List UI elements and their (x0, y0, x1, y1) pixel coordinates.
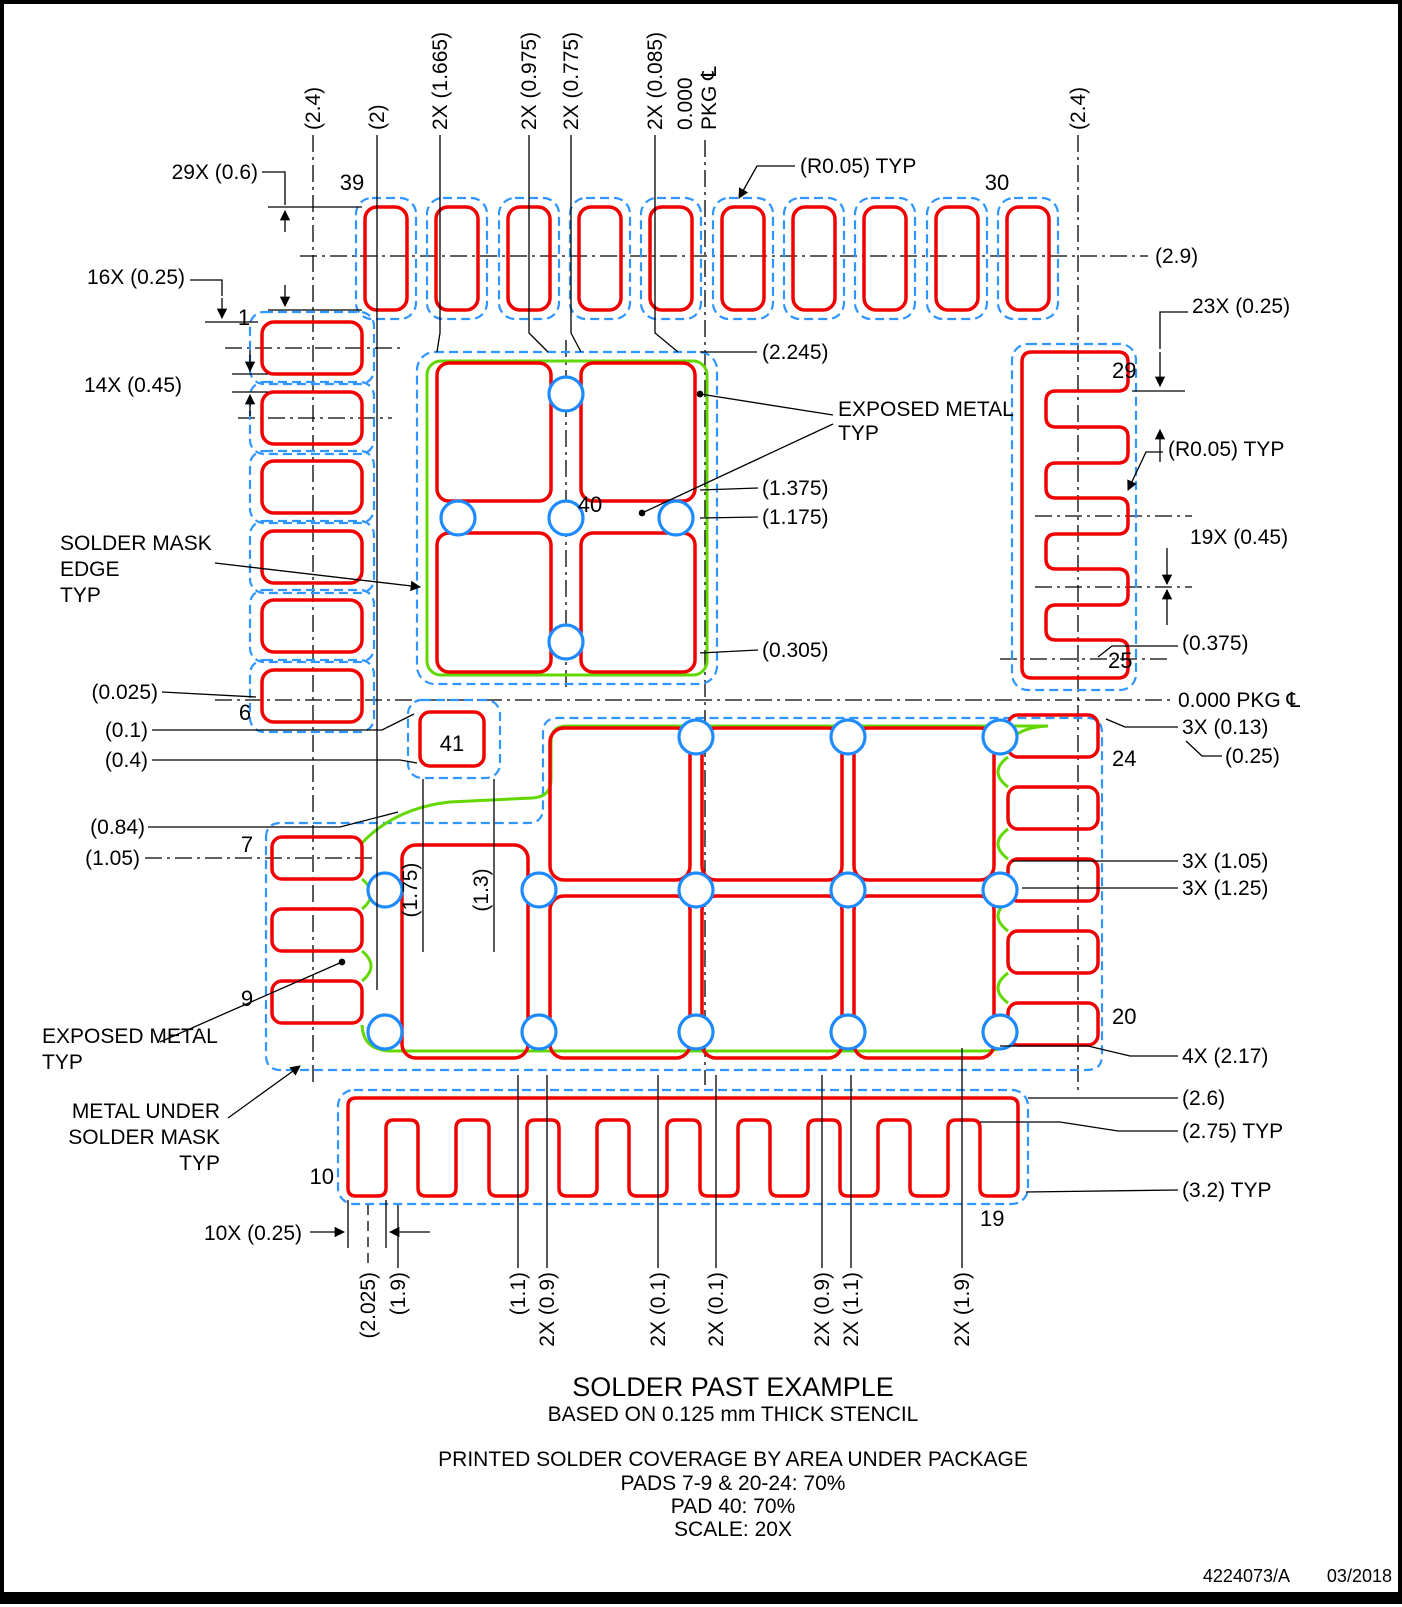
dim-0.375: (0.375) (1182, 632, 1249, 655)
drawing-title: SOLDER PAST EXAMPLE (572, 1372, 894, 1402)
via (679, 720, 713, 754)
dim-2x-0.1-b: 2X (0.1) (705, 1272, 728, 1347)
pad-40-segment (437, 533, 551, 672)
pin-10: 10 (309, 1164, 334, 1189)
clearance-pads25-29 (1012, 344, 1136, 690)
via (679, 873, 713, 907)
via (441, 501, 475, 535)
via (549, 377, 583, 411)
dim-3x-1.05: 3X (1.05) (1182, 850, 1269, 873)
pad-6 (262, 670, 362, 722)
pad-40-segment (581, 363, 695, 501)
pad-34 (722, 207, 764, 310)
dim-3x-0.13: 3X (0.13) (1182, 716, 1269, 739)
dim-1.3: (1.3) (470, 868, 493, 912)
exposed-metal-bl-2: TYP (42, 1051, 83, 1074)
pad-40-segment (437, 363, 551, 501)
pad-block (550, 896, 690, 1058)
dim-1.1: (1.1) (507, 1272, 530, 1316)
pin-6: 6 (238, 700, 252, 725)
via (983, 1015, 1017, 1049)
pad-block (854, 728, 994, 880)
pad-5 (262, 600, 362, 652)
dim-2.025: (2.025) (357, 1272, 380, 1339)
mask-edge-scallop (998, 757, 1008, 787)
dim-10x-0.25: 10X (0.25) (203, 1222, 302, 1245)
dim-2x-0.9-b: 2X (0.9) (811, 1272, 834, 1347)
dim-23x-0.25: 23X (0.25) (1192, 295, 1291, 318)
pad-8 (272, 909, 362, 951)
drawing-subtitle: BASED ON 0.125 mm THICK STENCIL (547, 1403, 919, 1426)
via (368, 1015, 402, 1049)
pad-10-19-comb (348, 1098, 1018, 1196)
dim-2x-1.1: 2X (1.1) (840, 1272, 863, 1347)
pin-30: 30 (984, 170, 1010, 195)
pin-20: 20 (1112, 1004, 1137, 1029)
leader-line (739, 166, 795, 198)
page-border-bottom-bar (0, 1592, 1402, 1604)
exposed-metal-label: EXPOSED METAL (838, 398, 1014, 421)
dim-0.84: (0.84) (90, 816, 145, 839)
via (522, 873, 556, 907)
via (831, 873, 865, 907)
leader-line (228, 1066, 300, 1118)
pad-39 (365, 207, 407, 310)
pad-32 (864, 207, 906, 310)
leader-line (1000, 1046, 1178, 1056)
pin-24: 24 (1112, 746, 1137, 771)
pad-23 (1008, 787, 1098, 829)
pad-22 (1008, 859, 1098, 901)
leader-line (1160, 312, 1188, 349)
scale-note: SCALE: 20X (674, 1518, 792, 1541)
via (983, 720, 1017, 754)
dim-2x-0.9-a: 2X (0.9) (536, 1272, 559, 1347)
leader-line (700, 488, 758, 490)
dim-2x-0.775: 2X (0.775) (560, 31, 583, 130)
via (983, 873, 1017, 907)
dim-1.9: (1.9) (387, 1272, 410, 1316)
dim-4x-2.17: 4X (2.17) (1182, 1045, 1269, 1068)
dim-0.25: (0.25) (1225, 745, 1280, 768)
dim-29x-0.6: 29X (0.6) (171, 161, 258, 184)
dim-2x-0.1-a: 2X (0.1) (647, 1272, 670, 1347)
dim-pkg-centerline: PKG ℄ (698, 66, 721, 130)
dim-0.1: (0.1) (104, 719, 148, 742)
dim-2.245: (2.245) (762, 341, 829, 364)
dim-1.375: (1.375) (762, 477, 829, 500)
pad-3 (262, 461, 362, 513)
pad-38 (436, 207, 478, 310)
dim-3.2-typ: (3.2) TYP (1182, 1179, 1272, 1202)
dim-0.000: 0.000 (674, 77, 697, 130)
pad-33 (793, 207, 835, 310)
via (679, 1015, 713, 1049)
pad-block (702, 728, 842, 880)
dim-16x-0.25: 16X (0.25) (86, 266, 185, 289)
pin-19: 19 (980, 1206, 1005, 1231)
dim-0.025: (0.025) (91, 681, 158, 704)
coverage-pads: PADS 7-9 & 20-24: 70% (620, 1472, 846, 1495)
leader-line (1026, 1190, 1178, 1192)
exposed-metal-label-typ: TYP (838, 422, 879, 445)
pad-31 (936, 207, 978, 310)
centerlines (145, 135, 1192, 1090)
dim-14x-0.45: 14X (0.45) (83, 374, 182, 397)
leader-line (1128, 452, 1163, 490)
dim-0.4: (0.4) (104, 749, 148, 772)
dim-2.4-left: (2.4) (302, 86, 325, 130)
dim-2.6: (2.6) (1182, 1087, 1226, 1110)
pad-35 (650, 207, 692, 310)
dim-2x-0.085: 2X (0.085) (644, 31, 667, 130)
leader-line (1186, 741, 1222, 756)
pin-40: 40 (577, 492, 603, 517)
clearance-pads10-19 (338, 1090, 1028, 1204)
coverage-pad40: PAD 40: 70% (670, 1495, 796, 1518)
via (831, 1015, 865, 1049)
dim-2.4-right: (2.4) (1067, 86, 1090, 130)
exposed-metal-bl-1: EXPOSED METAL (42, 1025, 218, 1048)
dim-1.175: (1.175) (762, 506, 829, 529)
doc-date: 03/2018 (1326, 1566, 1392, 1586)
pin-39: 39 (339, 170, 365, 195)
via (549, 625, 583, 659)
leader-line (162, 692, 256, 697)
leader-line (980, 1122, 1178, 1131)
dim-r0.05-typ-top: (R0.05) TYP (800, 155, 917, 178)
dim-2x-0.975: 2X (0.975) (518, 31, 541, 130)
mask-edge-scallop (998, 973, 1008, 1003)
dim-2.75-typ: (2.75) TYP (1182, 1120, 1284, 1143)
pad-25-29-comb (1022, 352, 1128, 678)
pad-24 (1008, 715, 1098, 757)
pin-41: 41 (439, 731, 465, 756)
leader-line (700, 650, 758, 653)
dim-1.05: (1.05) (85, 847, 140, 870)
dim-1.75: (1.75) (399, 862, 422, 918)
pin-1: 1 (237, 305, 251, 330)
leader-line (262, 172, 285, 205)
pad-block (550, 728, 690, 880)
leader-line (190, 280, 222, 296)
dim-2: (2) (366, 104, 389, 130)
pad-4 (262, 531, 362, 583)
pin-29: 29 (1112, 358, 1137, 383)
pin-9: 9 (240, 986, 254, 1011)
pad-36 (579, 207, 621, 310)
solder-mask-clearances (250, 198, 1136, 1204)
pad-30 (1007, 207, 1049, 310)
pin-7: 7 (240, 832, 254, 857)
dim-0.000-pkg: 0.000 PKG ℄ (1178, 689, 1301, 712)
title-block (438, 1372, 1392, 1586)
dim-2x-1.665: 2X (1.665) (429, 31, 452, 130)
solder-mask-label-2: EDGE (60, 558, 120, 581)
solder-mask-label-1: SOLDER MASK (60, 532, 212, 555)
mask-edge-scallop (362, 951, 371, 981)
pin-25: 25 (1108, 648, 1133, 673)
dim-19x-0.45: 19X (0.45) (1190, 526, 1289, 549)
solder-mask-label-3: TYP (60, 584, 101, 607)
via (368, 873, 402, 907)
metal-under-2: SOLDER MASK (68, 1126, 220, 1149)
leader-line (700, 394, 833, 415)
pad-block (854, 896, 994, 1058)
via (522, 1015, 556, 1049)
pad-21 (1008, 931, 1098, 973)
pad-20 (1008, 1003, 1098, 1045)
dim-3x-1.25: 3X (1.25) (1182, 877, 1269, 900)
mask-edge-scallop (998, 829, 1008, 859)
metal-under-3: TYP (179, 1152, 220, 1175)
pad-block (702, 896, 842, 1058)
via (831, 720, 865, 754)
dim-0.305: (0.305) (762, 639, 829, 662)
doc-number: 4224073/A (1202, 1566, 1290, 1586)
dim-r0.05-typ-right: (R0.05) TYP (1168, 438, 1285, 461)
via (659, 501, 693, 535)
pad-40-segment (581, 533, 695, 672)
leader-line (1106, 719, 1178, 727)
metal-under-1: METAL UNDER (71, 1100, 220, 1123)
coverage-heading: PRINTED SOLDER COVERAGE BY AREA UNDER PACKAGE (438, 1448, 1028, 1471)
dim-2.9: (2.9) (1155, 245, 1199, 268)
leader-line (700, 517, 758, 518)
dim-2x-1.9: 2X (1.9) (951, 1272, 974, 1347)
